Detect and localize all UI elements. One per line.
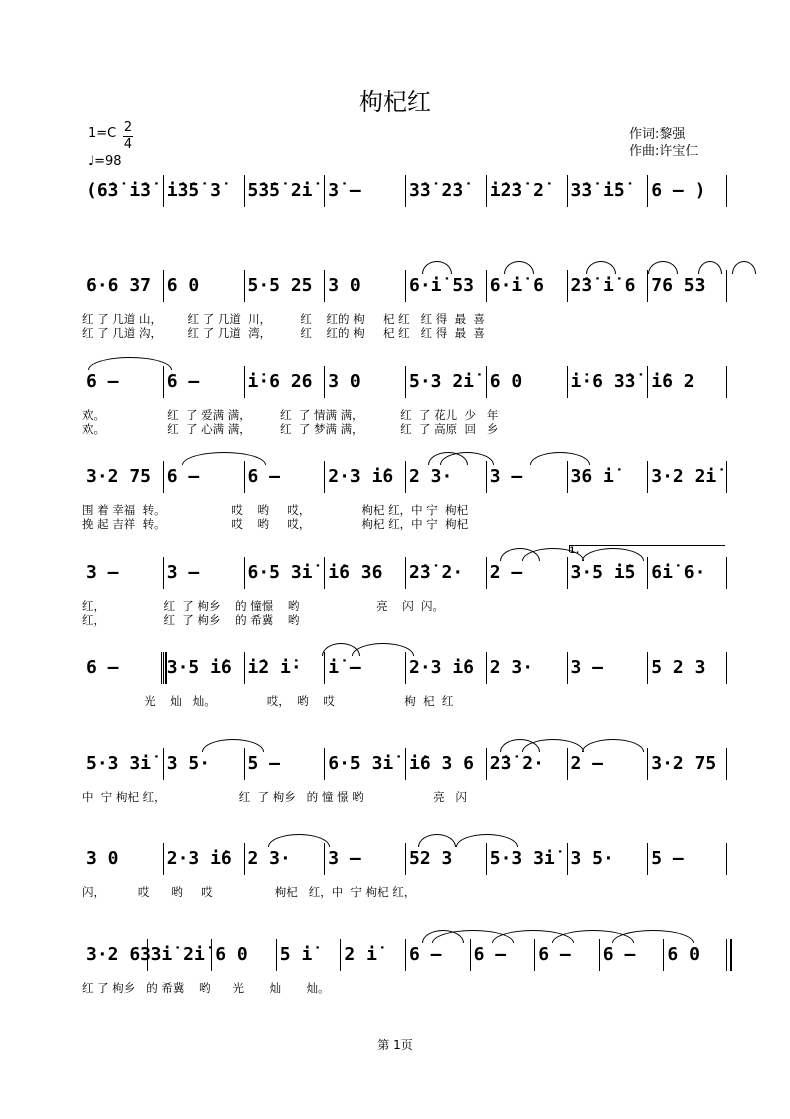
- measure: 6 0: [667, 944, 700, 965]
- staff-system: [82, 175, 728, 245]
- barline: [567, 843, 568, 875]
- barline: [244, 461, 245, 493]
- measure: 3 –: [86, 562, 119, 583]
- staff-system: [82, 939, 728, 995]
- measure: 6 –: [166, 466, 200, 487]
- measure: 2̇3̇ i̇ 6: [570, 275, 636, 296]
- barline: [324, 270, 325, 302]
- measure: 6 –: [602, 944, 636, 965]
- barline: [567, 175, 568, 207]
- time-signature: [123, 121, 133, 152]
- barline: [405, 461, 406, 493]
- lyric-line: [82, 217, 728, 231]
- barline: [405, 652, 406, 684]
- measure: 2 i̇: [344, 944, 377, 965]
- repeat-barline: [161, 652, 167, 684]
- measure: 3 –: [328, 848, 361, 869]
- measure: 2 –: [570, 753, 604, 774]
- song-title: 枸杞红: [359, 88, 431, 116]
- barline: [405, 557, 406, 589]
- composer: 作曲:许宝仁: [629, 144, 699, 159]
- slur: [422, 261, 452, 274]
- barline: [647, 270, 648, 302]
- measure: i̇·6 3̇3̇: [570, 371, 636, 392]
- measure: 6i̇ 6·: [651, 562, 706, 583]
- measure: 3·5 i̇6: [166, 657, 232, 678]
- notation-line: [82, 461, 728, 493]
- notation-line: [82, 843, 728, 875]
- measure: 3 5·: [166, 753, 211, 774]
- measure: 6·i̇ 6: [489, 275, 544, 296]
- measure: 2 3·: [489, 657, 534, 678]
- measure: 3·2 75: [651, 753, 717, 774]
- measure: 3̇3̇ 2̇3̇: [409, 180, 464, 201]
- measure: 3 5·: [570, 848, 614, 869]
- measure: 3i̇ 2i̇: [150, 944, 205, 965]
- lyric-line: 红 了 几道 山， 红 了 几道 川， 红 红的 枸 杞 红 红 得 最 喜: [82, 312, 485, 326]
- barline: [486, 748, 487, 780]
- measure: i̇2̇3̇ 2̇: [489, 180, 544, 201]
- measure: 5·5 25: [247, 275, 313, 296]
- barline: [567, 652, 568, 684]
- measure: 2̇3̇ 2·: [409, 562, 464, 583]
- measure: 5·3 3i̇: [489, 848, 555, 869]
- measure: 3·2 75: [86, 466, 152, 487]
- measure: 6 –: [409, 944, 442, 965]
- barline: [163, 557, 164, 589]
- barline: [726, 939, 732, 971]
- barline: [244, 748, 245, 780]
- lyric-line: 围 着 幸福 转。 哎 哟 哎， 枸杞 红，中 宁 枸杞: [82, 503, 469, 517]
- barline: [324, 748, 325, 780]
- measure: 3 –: [570, 657, 604, 678]
- measure: 36 i̇: [570, 466, 614, 487]
- measure: 3·2 2i̇: [651, 466, 717, 487]
- barline: [244, 366, 245, 398]
- barline: [405, 175, 406, 207]
- slur: [268, 834, 330, 847]
- measure: 6 –: [166, 371, 200, 392]
- barline: [567, 748, 568, 780]
- slur: [504, 261, 534, 274]
- measure: 6 –: [247, 466, 281, 487]
- measure: 6 0: [489, 371, 523, 392]
- slur: [530, 452, 590, 465]
- lyric-line: 红 了 几道 沟， 红 了 几道 湾， 红 红的 枸 杞 红 红 得 最 喜: [82, 326, 485, 340]
- slur: [88, 357, 172, 370]
- barline: [647, 748, 648, 780]
- barline: [647, 175, 648, 207]
- measure: 6·5 3i̇: [247, 562, 313, 583]
- barline: [324, 461, 325, 493]
- barline: [147, 939, 148, 971]
- barline: [244, 652, 245, 684]
- barline: [663, 939, 664, 971]
- tempo-value: =98: [94, 154, 122, 169]
- barline: [276, 939, 277, 971]
- measure: i̇3̇5̇ 3̇: [166, 180, 221, 201]
- measure: 3 0: [86, 848, 119, 869]
- measure: 2·3 i̇6: [409, 657, 475, 678]
- measure: 5̇3̇5̇ 2̇i̇: [247, 180, 313, 201]
- lyric-line: 闪， 哎 哟 哎 枸杞 红，中 宁 枸杞 红，: [82, 885, 416, 899]
- barline: [405, 270, 406, 302]
- measure: 6·5 3i̇: [328, 753, 394, 774]
- slur: [612, 930, 694, 943]
- measure: 5 –: [651, 848, 684, 869]
- slur: [418, 834, 456, 847]
- tempo-marking: [88, 154, 122, 169]
- barline: [567, 366, 568, 398]
- measure: i̇ –: [328, 657, 361, 678]
- barline: [599, 939, 600, 971]
- barline: [726, 843, 727, 875]
- measure: 5 i̇: [279, 944, 313, 965]
- slur: [648, 261, 678, 274]
- measure: 6 0: [166, 275, 200, 296]
- barline: [244, 175, 245, 207]
- volta-bracket: 1.: [569, 545, 726, 552]
- slur: [182, 452, 266, 465]
- measure: 2 –: [489, 562, 523, 583]
- lyric-line: 欢。 红 了 爱满 满， 红 了 情满 满， 红 了 花儿 少 年: [82, 408, 499, 422]
- barline: [486, 175, 487, 207]
- staff-system: [82, 652, 728, 708]
- slur: [456, 834, 518, 847]
- barline: [340, 939, 341, 971]
- meter-top: 2: [123, 120, 133, 135]
- barline: [567, 461, 568, 493]
- notation-line: [82, 270, 728, 302]
- measure: 3 0: [328, 371, 361, 392]
- lyric-line: 光 灿 灿。 哎， 哟 哎 枸 杞 红: [82, 694, 454, 708]
- barline: [324, 557, 325, 589]
- quarter-note-icon: ♩: [88, 154, 95, 169]
- measure: 3 –: [489, 466, 523, 487]
- barline: [470, 939, 471, 971]
- barline: [486, 270, 487, 302]
- measure: 6 0: [215, 944, 248, 965]
- slur: [352, 643, 414, 656]
- barline: [405, 366, 406, 398]
- lyric-line: 红， 红 了 枸乡 的 希冀 哟: [82, 613, 300, 627]
- barline: [647, 652, 648, 684]
- meter-bottom: 4: [123, 137, 133, 152]
- barline: [726, 652, 727, 684]
- measure: 2̇3̇ 2·: [489, 753, 544, 774]
- measure: i̇2 i̇·: [247, 657, 302, 678]
- barline: [163, 748, 164, 780]
- barline: [324, 843, 325, 875]
- staff-system: [82, 843, 728, 899]
- barline: [726, 748, 727, 780]
- barline: [726, 557, 727, 589]
- slur: [732, 261, 756, 274]
- lyric-line: 欢。 红 了 心满 满， 红 了 梦满 满， 红 了 高原 回 乡: [82, 422, 499, 436]
- barline: [726, 175, 727, 207]
- key-signature: 1=C: [88, 126, 117, 141]
- barline: [163, 270, 164, 302]
- notation-line: [82, 366, 728, 398]
- barline: [244, 270, 245, 302]
- measure: 5·3 3i̇: [86, 753, 152, 774]
- notation-line: [82, 939, 728, 971]
- barline: [211, 939, 212, 971]
- barline: [163, 461, 164, 493]
- measure: 3̇ –: [328, 180, 361, 201]
- lyric-line: 红， 红 了 枸乡 的 憧憬 哟 亮 闪 闪。: [82, 599, 445, 613]
- barline: [486, 652, 487, 684]
- measure: i̇·6 26: [247, 371, 313, 392]
- page-number: 第 1页: [377, 1038, 413, 1052]
- notation-line: [82, 175, 728, 207]
- staff-system: [82, 748, 728, 804]
- barline: [486, 461, 487, 493]
- barline: [647, 366, 648, 398]
- measure: 3·5 i̇5: [570, 562, 636, 583]
- measure: 6 –: [473, 944, 507, 965]
- measure: 6 –: [86, 657, 119, 678]
- measure: 6·i̇ 53: [409, 275, 475, 296]
- barline: [534, 939, 535, 971]
- measure: (6̇3̇ i̇3̇: [86, 180, 152, 201]
- measure: i̇6 36: [328, 562, 383, 583]
- staff-system: [82, 270, 728, 340]
- slur: [586, 261, 616, 274]
- measure: 6·6 37: [86, 275, 152, 296]
- barline: [324, 366, 325, 398]
- lyric-line: 挽 起 吉祥 转。 哎 哟 哎， 枸杞 红，中 宁 枸杞: [82, 517, 469, 531]
- measure: i̇6 3 6: [409, 753, 475, 774]
- barline: [163, 843, 164, 875]
- barline: [163, 175, 164, 207]
- measure: 3 –: [166, 562, 200, 583]
- measure: 3̇3̇ i̇5̇: [570, 180, 625, 201]
- barline: [726, 461, 727, 493]
- measure: 2·3 i̇6: [166, 848, 232, 869]
- slur: [202, 739, 264, 752]
- slur: [698, 261, 722, 274]
- barline: [244, 557, 245, 589]
- barline: [405, 843, 406, 875]
- barline: [324, 175, 325, 207]
- measure: 6 –: [86, 371, 119, 392]
- notation-line: [82, 546, 728, 589]
- notation-line: [82, 652, 728, 684]
- barline: [405, 939, 406, 971]
- barline: [486, 366, 487, 398]
- barline: [726, 366, 727, 398]
- measure: 3·2 63: [86, 944, 152, 965]
- measure: 2·3 i̇6: [328, 466, 394, 487]
- barline: [647, 557, 648, 589]
- barline: [726, 270, 727, 302]
- measure: 2 3·: [409, 466, 453, 487]
- barline: [163, 366, 164, 398]
- slur: [582, 739, 644, 752]
- barline: [567, 270, 568, 302]
- barline: [486, 557, 487, 589]
- barline: [567, 557, 568, 589]
- barline: [405, 748, 406, 780]
- measure: 6 –: [538, 944, 571, 965]
- staff-system: [82, 461, 728, 531]
- barline: [324, 652, 325, 684]
- lyric-line: 红 了 枸乡 的 希冀 哟 光 灿 灿。: [82, 981, 330, 995]
- staff-system: [82, 546, 728, 627]
- measure: 76 53: [651, 275, 706, 296]
- credits: [629, 126, 698, 160]
- notation-line: [82, 748, 728, 780]
- measure: 6 – ): [651, 180, 706, 201]
- lyric-line: [82, 231, 728, 245]
- barline: [647, 461, 648, 493]
- measure: 5 2 3: [651, 657, 706, 678]
- barline: [244, 843, 245, 875]
- barline: [486, 843, 487, 875]
- measure: 5 –: [247, 753, 281, 774]
- lyricist: 作词:黎强: [629, 127, 686, 142]
- measure: 5·3 2i̇: [409, 371, 475, 392]
- measure: 2 3·: [247, 848, 291, 869]
- measure: 3 0: [328, 275, 361, 296]
- staff-system: [82, 366, 728, 436]
- measure: i̇6 2: [651, 371, 695, 392]
- barline: [647, 843, 648, 875]
- lyric-line: 中 宁 枸杞 红， 红 了 枸乡 的 憧 憬 哟 亮 闪: [82, 790, 468, 804]
- measure: 52 3: [409, 848, 453, 869]
